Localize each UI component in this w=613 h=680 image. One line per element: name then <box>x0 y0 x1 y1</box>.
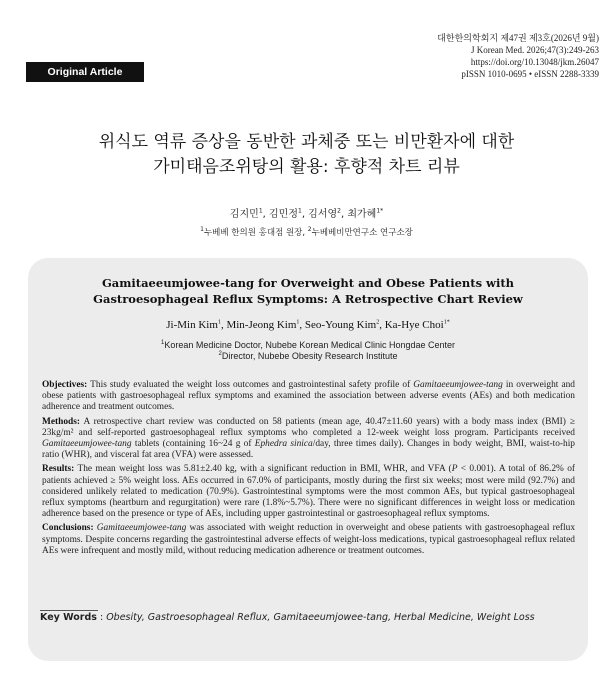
doi-link[interactable]: https://doi.org/10.13048/jkm.26047 <box>470 57 599 67</box>
keywords-divider <box>40 610 98 611</box>
affiliation-english: $^1$Korean Medicine Doctor, Nubebe Korean Medical Clinic Hongdae Center $^2$Director, Nubebe Obesity Research Institute <box>160 340 455 361</box>
author-name: Ka-Hye Choi <box>384 319 444 331</box>
authors-korean: 김지민$^1$, 김민정$^1$, 김서영$^2$, 최가혜$^{1*}$ <box>229 207 384 220</box>
title-english: Gamitaeeumjowee-tang for Overweight and Obese Patients with Gastroesophageal Reflux Symptoms: A Retrospective Chart Review <box>93 276 523 306</box>
issn: pISSN 1010-0695 • eISSN 2288-3339 <box>461 69 599 79</box>
author-name: 김서영 <box>308 209 338 220</box>
abstract-results: Results: The mean weight loss was 5.81±2.40 kg, with a significant reduction in BMI, WHR, and VFA (P < 0.001). A total of 86.2% of patients achieved ≥ 5% weight loss. AEs occurred in 67.0% of participants, mostly during the first six weeks; most were mild (92.7%) and considered unlikely related to medication (70.9%). Gastrointestinal symptoms were the most common AEs, but typical gastroesophageal reflux symptoms (heartburn and regurgitation) were rare (1.8%~5.7%). There were no significant differences in weight loss or medication adherence based on the presence or type of AEs, including upper gastrointestinal or gastroesophageal reflux symptoms. <box>42 464 576 520</box>
abstract <box>42 380 575 560</box>
title-korean: 위식도 역류 증상을 동반한 과체중 또는 비만환자에 대한 가미태음조위탕의 활용: 후향적 차트 리뷰 <box>98 132 515 177</box>
keywords-text: Obesity, Gastroesophageal Reflux, Gamitaeeumjowee-tang, Herbal Medicine, Weight Loss <box>106 612 535 623</box>
journal-meta <box>437 32 599 80</box>
abstract-methods: Methods: A retrospective chart review was conducted on 58 patients (mean age, 40.47±11.60 years) with a body mass index (BMI) ≥ 23kg/m² and self-reported gastroesophageal reflux symptoms who completed a 12-week weight loss program. Participants received Gamitaeeumjowee-tang tablets (containing 16~24 g of Ephedra sinica/day, three times daily). Changes in body weight, BMI, waist-to-hip ratio (WHR), and visceral fat area (VFA) were assessed. <box>42 416 575 461</box>
author-name: Seo-Young Kim <box>304 319 377 331</box>
author-name: Ji-Min Kim <box>166 319 218 331</box>
authors-english: Ji-Min Kim$^1$, Min-Jeong Kim$^1$, Seo-Young Kim$^2$, Ka-Hye Choi$^{1*}$ <box>166 319 450 331</box>
abstract-conclusions: Conclusions: Gamitaeeumjowee-tang was associated with weight reduction in overweight and obese patients with gastroesophageal reflux symptoms. Despite concerns regarding the gastrointestinal adverse effects of weight-loss medications, typical gastroesophageal reflux related AEs were infrequent and mostly mild, without reducing medication adherence or treatment outcomes. <box>42 523 576 556</box>
abstract-objectives: Objectives: This study evaluated the weight loss outcomes and gastrointestinal safety profile of Gamitaeeumjowee-tang in overweight and obese patients with gastroesophageal reflux symptoms and examined the association between adverse events (AEs) and both medication adherence and treatment outcomes. <box>42 380 575 413</box>
keywords: Key Words : Obesity, Gastroesophageal Reflux, Gamitaeeumjowee-tang, Herbal Medicine, Weight Loss <box>40 612 535 623</box>
author-name: 김민정 <box>269 209 298 220</box>
journal-citation: J Korean Med. 2026;47(3):249-263 <box>471 45 599 55</box>
author-name: Min-Jeong Kim <box>226 319 297 331</box>
journal-issue-kr: 대한한의학회지 제47권 제3호(2026년 9월) <box>437 33 599 43</box>
author-name: 최가혜 <box>347 209 377 220</box>
article-type-badge: Original Article <box>26 62 144 82</box>
keywords-label: Key Words <box>40 612 97 623</box>
affiliation-korean: $^1$누베베 한의원 홍대점 원장, $^2$누베베비만연구소 연구소장 <box>200 226 413 238</box>
author-name: 김지민 <box>229 209 259 220</box>
